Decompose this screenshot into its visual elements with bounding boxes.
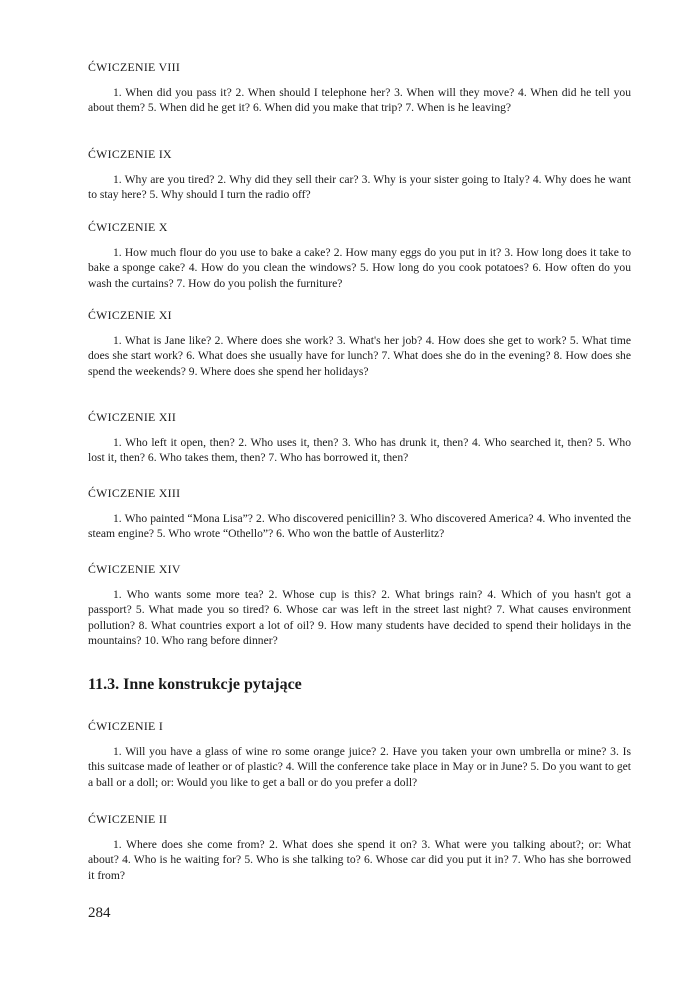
section-header xyxy=(88,677,631,693)
exercise-heading: ĆWICZENIE VIII xyxy=(88,60,181,74)
exercise-2 xyxy=(88,812,631,883)
exercise-text: 1. Who left it open, then? 2. Who uses it, then? 3. Who has drunk it, then? 4. Who searched it, then? 5. Who lost it, then? 6. Who takes them, then? 7. Who has borrowed it, then? xyxy=(88,435,631,465)
exercise-text: 1. Who wants some more tea? 2. Whose cup is this? 2. What brings rain? 4. Which of you hasn't got a passport? 5. What made you so tired? 6. Whose car was left in the street last night? 7. What causes environment pollution? 8. What countries export a lot of oil? 9. How many students have decided to spend their holidays in the mountains? 10. Who rang before dinner? xyxy=(88,587,631,648)
exercise-heading: ĆWICZENIE XII xyxy=(88,410,177,424)
exercise-text: 1. Who painted “Mona Lisa”? 2. Who discovered penicillin? 3. Who discovered America? 4. Who invented the steam engine? 5. Who wrote “Othello”? 6. Who won the battle of Austerlitz? xyxy=(88,511,631,541)
exercise-text: 1. Where does she come from? 2. What does she spend it on? 3. What were you talking about?; or: What about? 4. Who is he waiting for? 5. Who is she talking to? 6. Whose car did you put it in? 7. Who has she borrowed it from? xyxy=(88,837,631,882)
exercise-9 xyxy=(88,147,631,203)
exercise-14 xyxy=(88,562,631,649)
exercise-heading: ĆWICZENIE XI xyxy=(88,308,172,322)
exercise-heading: ĆWICZENIE II xyxy=(88,812,168,826)
exercise-text: 1. What is Jane like? 2. Where does she work? 3. What's her job? 4. How does she get to work? 5. What time does she start work? 6. What does she usually have for lunch? 7. What does she do in the evening? 8. How does she spend the weekends? 9. Where does she spend her holidays? xyxy=(88,333,631,378)
exercise-heading: ĆWICZENIE XIII xyxy=(88,486,181,500)
exercise-heading: ĆWICZENIE X xyxy=(88,220,168,234)
exercise-1 xyxy=(88,719,631,790)
exercise-text: 1. Will you have a glass of wine ro some orange juice? 2. Have you taken your own umbrella or mine? 3. Is this suitcase made of leather or of plastic? 4. Will the conference take place in May or in June? 5. Do you want to get a ball or a doll; or: Would you like to get a ball or do you prefer a doll? xyxy=(88,744,631,789)
exercise-13 xyxy=(88,486,631,542)
exercise-heading: ĆWICZENIE XIV xyxy=(88,562,181,576)
exercise-11 xyxy=(88,308,631,379)
exercise-text: 1. Why are you tired? 2. Why did they sell their car? 3. Why is your sister going to Italy? 4. Why does he want to stay here? 5. Why should I turn the radio off? xyxy=(88,172,631,202)
exercise-8 xyxy=(88,60,631,116)
exercise-heading: ĆWICZENIE I xyxy=(88,719,164,733)
exercise-heading: ĆWICZENIE IX xyxy=(88,147,172,161)
page-number: 284 xyxy=(88,905,111,921)
exercise-text: 1. When did you pass it? 2. When should I telephone her? 3. When will they move? 4. When did he tell you about them? 5. When did he get it? 6. When did you make that trip? 7. When is he leaving? xyxy=(88,85,631,115)
exercise-text: 1. How much flour do you use to bake a cake? 2. How many eggs do you put in it? 3. How long does it take to bake a sponge cake? 4. How do you clean the windows? 5. How long do you cook potatoes? 6. How often do you wash the curtains? 7. How do you polish the furniture? xyxy=(88,245,631,290)
exercise-12 xyxy=(88,410,631,466)
exercise-10 xyxy=(88,220,631,291)
section-title: 11.3. Inne konstrukcje pytające xyxy=(88,676,302,693)
